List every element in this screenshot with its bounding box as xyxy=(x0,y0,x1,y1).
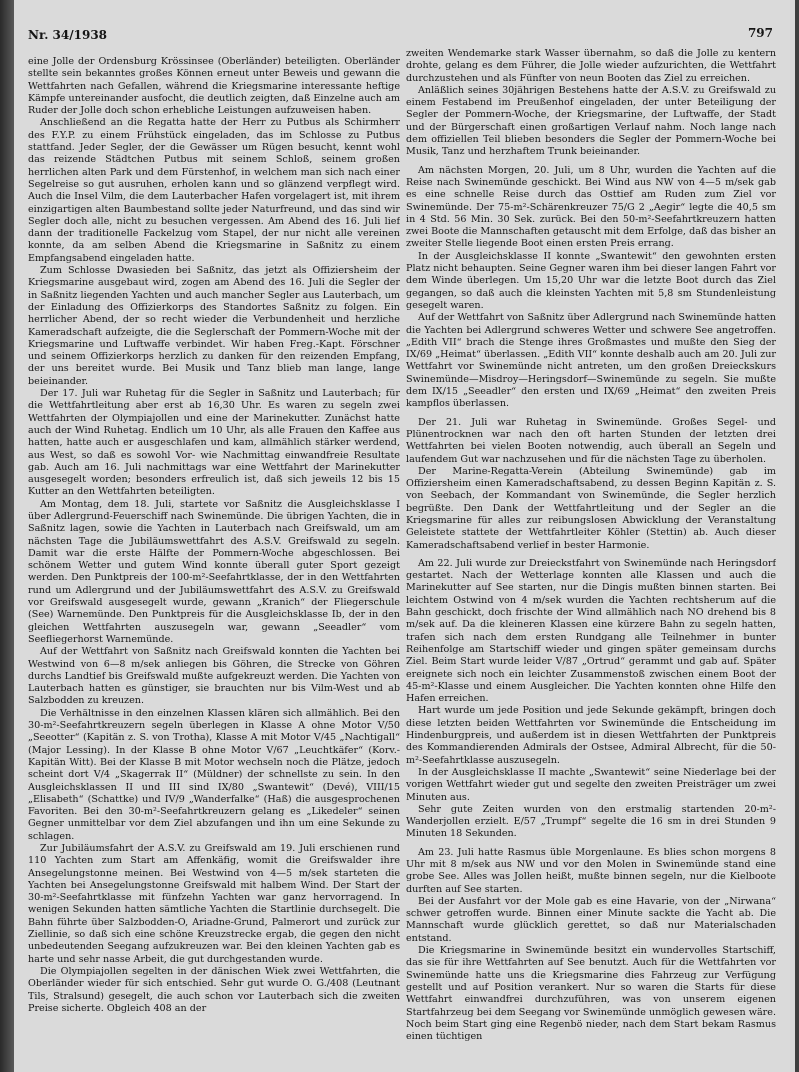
paragraph: In der Ausgleichsklasse II machte „Swantewit“ seine Niederlage bei der vorigen Wettfahrt wieder gut und segelte den zweiten Preisträger um zwei Minuten aus. xyxy=(406,766,776,803)
paragraph: Sehr gute Zeiten wurden von den erstmalig startenden 20-m²-Wanderjollen erzielt. E/57 „Trumpf“ segelte die 16 sm in drei Stunden 9 Minuten 18 Sekunden. xyxy=(406,803,776,840)
right-column xyxy=(406,48,776,1056)
paragraph: Am 23. Juli hatte Rasmus üble Morgenlaune. Es blies schon morgens 8 Uhr mit 8 m/sek aus NW und vor den Molen in Swinemünde stand eine grobe See. Alles was Jollen heißt, mußte binnen segeln, nur die Kielboote durften auf See starten. xyxy=(406,846,776,895)
paragraph: Die Kriegsmarine in Swinemünde besitzt ein wundervolles Startschiff, das sie für ihre Wettfahrten auf See benutzt. Auch für die Wettfahrten vor Swinemünde hatte uns die Kriegsmarine dies Fahrzeug zur Verfügung gestellt und auf Position verankert. Nur so waren die Starts für diese Wettfahrt einwandfrei durchzuführen, was von unserem eigenen Startfahrzeug bei dem Seegang vor Swinemünde unmöglich gewesen wäre. Noch beim Start ging eine Regenbö nieder, nach dem Start bekam Rasmus einen tüchtigen xyxy=(406,945,776,1043)
paragraph: Auf der Wettfahrt von Saßnitz nach Greifswald konnten die Yachten bei Westwind von 6—8 m/sek anliegen bis Göhren, die Strecke von Göhren durchs Landtief bis Greifswald mußte aufgekreuzt werden. Die Yachten von Lauterbach hatten es günstiger, sie brauchten nur bis Vilm-West und ab Salzbodden zu kreuzen. xyxy=(28,646,400,707)
paragraph: Der 17. Juli war Ruhetag für die Segler in Saßnitz und Lauterbach; für die Wettfahrtleitung aber erst ab 16,30 Uhr. Es waren zu segeln zwei Wettfahrten der Olympiajollen und eine der Marinekutter. Zunächst hatte auch der Wind Ruhetag. Endlich um 10 Uhr, als alle Frauen den Kaffee aus hatten, hatte auch er ausgeschlafen und kam, allmählich stärker werdend, aus West, so daß es sowohl Vor- wie Nachmittag einwandfreie Resultate gab. Auch am 16. Juli nachmittags war eine Wettfahrt der Marinekutter ausgesegelt worden; besonders erfreulich ist, daß sich jeweils 12 bis 15 Kutter an den Wettfahrten beteiligten. xyxy=(28,388,400,498)
paragraph: Zum Schlosse Dwasieden bei Saßnitz, das jetzt als Offiziersheim der Kriegsmarine ausgebaut wird, zogen am Abend des 16. Juli die Segler der in Saßnitz liegenden Yachten und auch mancher Segler aus Lauterbach, um der Einladung des Offizierkorps des Standortes Saßnitz zu folgen. Ein herrlicher Abend, der so recht wieder die Verbundenheit und herzliche Kameradschaft aufzeigte, die die Seglerschaft der Pommern-Woche mit der Kriegsmarine und Luftwaffe verbindet. Wir haben Freg.-Kapt. Förschner und seinem Offizierkorps herzlich zu danken für den reizenden Empfang, der uns bereitet wurde. Bei Musik und Tanz blieb man lange, lange beieinander. xyxy=(28,265,400,387)
issue-number: Nr. 34/1938 xyxy=(28,28,108,42)
paragraph: Der Marine-Regatta-Verein (Abteilung Swinemünde) gab im Offiziersheim einen Kameradschaftsabend, zu dessen Beginn Kapitän z. S. von Seebach, der Kommandant von Swinemünde, die Segler herzlich begrüßte. Den Dank der Wettfahrtleitung und der Segler an die Kriegsmarine für alles zur reibungslosen Abwicklung der Veranstaltung Geleistete stattete der Wettfahrtleiter Köhler (Stettin) ab. Auch dieser Kameradschaftsabend verlief in bester Harmonie. xyxy=(406,465,776,551)
paragraph: Am Montag, dem 18. Juli, startete vor Saßnitz die Ausgleichsklasse I über Adlergrund-Feuerschiff nach Swinemünde. Die übrigen Yachten, die in Saßnitz lagen, sowie die Yachten in Lauterbach nach Greifswald, um am nächsten Tage die Jubiläumswettfahrt des A.S.V. Greifswald zu segeln. Damit war die erste Hälfte der Pommern-Woche abgeschlossen. Bei schönem Wetter und gutem Wind konnte überall guter Sport gezeigt werden. Den Punktpreis der 100-m²-Seefahrtklasse, der in den Wettfahrten rund um Adlergrund und der Jubiläumswettfahrt des A.S.V. zu Greifswald vor Greifswald ausgesegelt wurde, gewann „Kranich“ der Fliegerschule (See) Warnemünde. Den Punktpreis für die Ausgleichsklasse Ib, der in den gleichen Wettfahrten auszusegeln war, gewann „Seeadler“ vom Seefliegerhorst Warnemünde. xyxy=(28,498,400,645)
paragraph: Der 21. Juli war Ruhetag in Swinemünde. Großes Segel- und Plünentrocknen war nach den oft harten Stunden der letzten drei Wettfahrten bei vielen Booten notwendig, auch überall an Segeln und laufendem Gut war nachzusehen und für die nächsten Tage zu überholen. xyxy=(406,416,776,465)
paragraph: eine Jolle der Ordensburg Krössinsee (Oberländer) beteiligten. Oberländer stellte sein bekanntes großes Können erneut unter Beweis und gewann die Wettfahrten nach Gefallen, während die Kriegsmarine interessante heftige Kämpfe untereinander ausfocht, die deutlich zeigten, daß Einzelne auch am Ruder der Jolle doch schon erhebliche Leistungen aufzuweisen haben. xyxy=(28,56,400,117)
paragraph: Anläßlich seines 30jährigen Bestehens hatte der A.S.V. zu Greifswald zu einem Festabend im Preußenhof eingeladen, der unter Beteiligung der Segler der Pommern-Woche, der Kriegsmarine, der Luftwaffe, der Stadt und der Bürgerschaft einen großartigen Verlauf nahm. Noch lange nach dem offiziellen Teil blieben besonders die Segler der Pommern-Woche bei Musik, Tanz und herzhaftem Trunk beieinander. xyxy=(406,84,776,158)
left-column xyxy=(28,56,400,1064)
paragraph: Am 22. Juli wurde zur Dreieckstfahrt von Swinemünde nach Heringsdorf gestartet. Nach der Wetterlage konnten alle Klassen und auch die Marinekutter auf See starten, nur die Dingis mußten binnen starten. Bei leichtem Ostwind von 4 m/sek wurden die Yachten rechtsherum auf die Bahn geschickt, doch frischte der Wind allmählich nach NO drehend bis 8 m/sek auf. Da die kleineren Klassen eine kürzere Bahn zu segeln hatten, trafen sich nach dem ersten Rundgang alle Teilnehmer in bunter Reihenfolge am Startschiff wieder und gingen später gemeinsam durchs Ziel. Beim Start wurde leider V/87 „Ortrud“ gerammt und gab auf. Später ereignete sich noch ein leichter Zusammenstoß zwischen einem Boot der 45-m²-Klasse und einem Ausgleicher. Die Yachten konnten ohne Hilfe den Hafen erreichen. xyxy=(406,557,776,705)
scan-edge xyxy=(0,0,14,1072)
paragraph: In der Ausgleichsklasse II konnte „Swantewit“ den gewohnten ersten Platz nicht behaupten. Seine Gegner waren ihm bei dieser langen Fahrt vor dem Winde überlegen. Um 15,20 Uhr war die letzte Boot durch das Ziel gegangen, so daß auch die kleinsten Yachten mit 5,8 sm Stundenleistung gesegelt waren. xyxy=(406,250,776,311)
paragraph: Hart wurde um jede Position und jede Sekunde gekämpft, bringen doch diese letzten beiden Wettfahrten vor Swinemünde die Entscheidung im Hindenburgpreis, und außerdem ist in diesen Wettfahrten der Punktpreis des Kommandierenden Admirals der Ostsee, Admiral Albrecht, für die 50-m²-Seefahrtklasse auszusegeln. xyxy=(406,705,776,766)
paragraph: Auf der Wettfahrt von Saßnitz über Adlergrund nach Swinemünde hatten die Yachten bei Adlergrund schweres Wetter und schwere See angetroffen. „Edith VII“ brach die Stenge ihres Großmastes und mußte den Sieg der IX/69 „Heimat“ überlassen. „Edith VII“ konnte deshalb auch am 20. Juli zur Wettfahrt vor Swinemünde nicht antreten, um den großen Dreieckskurs Swinemünde—Misdroy—Heringsdorf—Swinemünde zu segeln. Sie mußte dem IX/15 „Seeadler“ den ersten und IX/69 „Heimat“ den zweiten Preis kampflos überlassen. xyxy=(406,312,776,410)
paragraph: Die Olympiajollen segelten in der dänischen Wiek zwei Wettfahrten, die Oberländer wieder für sich entschied. Sehr gut wurde O. G./408 (Leutnant Tils, Stralsund) gesegelt, die auch schon vor Lauterbach sich die zweiten Preise sicherte. Obgleich 408 an der xyxy=(28,965,400,1014)
document-page xyxy=(14,0,795,1072)
paragraph: Am nächsten Morgen, 20. Juli, um 8 Uhr, wurden die Yachten auf die Reise nach Swinemünde geschickt. Bei Wind aus NW von 4—5 m/sek gab es eine schnelle Reise durch das Osttief am Ruden zum Ziel vor Swinemünde. Der 75-m²-Schärenkreuzer 75/G 2 „Aegir“ legte die 40,5 sm in 4 Std. 56 Min. 30 Sek. zurück. Bei den 50-m²-Seefahrtkreuzern hatten zwei Boote die Mannschaften getauscht mit dem Erfolge, daß das bisher an zweiter Stelle liegende Boot einen ersten Preis errang. xyxy=(406,164,776,250)
paragraph: Zur Jubiläumsfahrt der A.S.V. zu Greifswald am 19. Juli erschienen rund 110 Yachten zum Start am Affenkäfig, womit die Greifswalder ihre Ansegelungstonne meinen. Bei Westwind von 4—5 m/sek starteten die Yachten bei Ansegelungstonne Greifswald mit halbem Wind. Der Start der 30-m²-Seefahrtklasse mit fünfzehn Yachten war ganz hervorragend. In wenigen Sekunden hatten sämtliche Yachten die Startlinie durchsegelt. Die Bahn führte über Salzbodden-O, Ariadne-Grund, Palmerort und zurück zur Ziellinie, so daß sich eine schöne Kreuzstrecke ergab, die gegen den nicht unbedeutenden Seegang aufzukreuzen war. Bei den kleinen Yachten gab es harte und sehr nasse Arbeit, die gut durchgestanden wurde. xyxy=(28,843,400,965)
paragraph: zweiten Wendemarke stark Wasser übernahm, so daß die Jolle zu kentern drohte, gelang es dem Führer, die Jolle wieder aufzurichten, die Wettfahrt durchzustehen und als Fünfter von neun Booten das Ziel zu erreichen. xyxy=(406,48,776,84)
paragraph: Bei der Ausfahrt vor der Mole gab es eine Havarie, von der „Nirwana“ schwer getroffen wurde. Binnen einer Minute sackte die Yacht ab. Die Mannschaft wurde glücklich gerettet, so daß nur Materialschaden entstand. xyxy=(406,895,776,944)
paragraph: Die Verhältnisse in den einzelnen Klassen klären sich allmählich. Bei den 30-m²-Seefahrtkreuzern segeln überlegen in Klasse A ohne Motor V/50 „Seeotter“ (Kapitän z. S. von Trotha), Klasse A mit Motor V/45 „Nachtigall“ (Major Lessing). In der Klasse B ohne Motor V/67 „Leuchtkäfer“ (Korv.-Kapitän Witt). Bei der Klasse B mit Motor wechseln noch die Plätze, jedoch scheint dort V/4 „Skagerrak II“ (Müldner) der schnellste zu sein. In den Ausgleichsklassen II und III sind IX/80 „Swantewit“ (Devé), VIII/15 „Elisabeth“ (Schattke) und IV/9 „Wanderfalke“ (Haß) die ausgesprochenen Favoriten. Bei den 30-m²-Seefahrtkreuzern gelang es „Likedeler“ seinen Gegner unmittelbar vor dem Ziel abzufangen und ihn um eine Sekunde zu schlagen. xyxy=(28,707,400,842)
page-number: 797 xyxy=(747,26,773,40)
paragraph: Anschließend an die Regatta hatte der Herr zu Putbus als Schirmherr des F.Y.P. zu einem Frühstück eingeladen, das im Schlosse zu Putbus stattfand. Jeder Segler, der die Gewässer um Rügen besucht, kennt wohl das reizende Städtchen Putbus mit seinem Schloß, seinem großen herrlichen alten Park und dem Fürstenhof, in welchem man sich nach einer Segelreise so gut ausruhen, erholen kann und so glänzend verpflegt wird. Auch die Insel Vilm, die dem Lauterbacher Hafen vorgelagert ist, mit ihrem einzigartigen alten Baumbestand sollte jeder Naturfreund, und das sind wir Segler doch alle, nicht zu besuchen vergessen. Am Abend des 16. Juli lief dann der traditionelle Fackelzug vom Stapel, der nur nicht alle vereinen konnte, da am selben Abend die Kriegsmarine in Saßnitz zu einem Empfangsabend eingeladen hatte. xyxy=(28,117,400,264)
